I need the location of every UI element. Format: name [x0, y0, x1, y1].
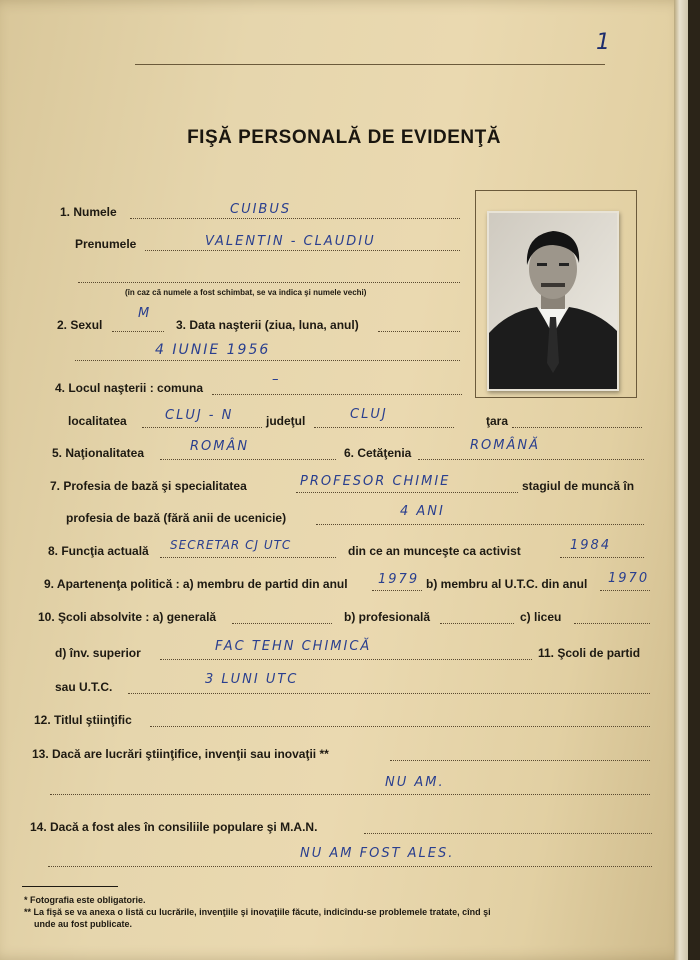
top-rule	[135, 64, 605, 65]
activist-value: 1984	[570, 538, 612, 553]
lucrari-label: 13. Dacă are lucrări ştiinţifice, invenţii sau inovaţii **	[32, 747, 329, 761]
generala-line	[232, 623, 332, 624]
lucrari-line	[390, 760, 650, 761]
utc-label: b) membru al U.T.C. din anul	[426, 577, 588, 591]
lucrari-line2	[50, 794, 650, 795]
footnote-separator	[22, 886, 118, 887]
prenumele-value: VALENTIN - CLAUDIU	[205, 234, 376, 249]
page-number: 1	[596, 30, 610, 55]
portrait-photo	[487, 211, 619, 391]
data-nasterii-line2	[75, 360, 460, 361]
sau-utc-line	[128, 693, 650, 694]
tara-line	[512, 427, 642, 428]
cetatenia-label: 6. Cetăţenia	[344, 446, 412, 460]
ales-line2	[48, 866, 652, 867]
liceu-line	[574, 623, 650, 624]
localitatea-value: CLUJ - N	[165, 408, 234, 423]
sexul-label: 2. Sexul	[57, 318, 103, 332]
stagiul-line	[316, 524, 644, 525]
profesia-label: 7. Profesia de bază şi specialitatea	[50, 479, 247, 493]
locul-nasterii-label: 4. Locul naşterii : comuna	[55, 381, 204, 395]
judetul-label: judeţul	[266, 414, 306, 428]
sau-utc-label: sau U.T.C.	[55, 680, 113, 694]
footnote-3: unde au fost publicate.	[34, 919, 133, 929]
data-nasterii-value: 4 IUNIE 1956	[155, 342, 271, 358]
titlul-label: 12. Titlul ştiinţific	[34, 713, 132, 727]
functia-label: 8. Funcţia actuală	[48, 544, 149, 558]
scoli-label: 10. Şcoli absolvite : a) generală	[38, 610, 217, 624]
profesia-value: PROFESOR CHIMIE	[300, 474, 451, 489]
scoli-partid-label: 11. Şcoli de partid	[538, 646, 641, 660]
stagiul-label: stagiul de muncă în	[522, 479, 635, 493]
liceu-label: c) liceu	[520, 610, 562, 624]
stagiul-label2: profesia de bază (fără anii de ucenicie)	[66, 511, 287, 525]
cetatenia-line	[418, 459, 644, 460]
nationalitatea-line	[160, 459, 336, 460]
data-nasterii-line	[378, 331, 460, 332]
nationalitatea-label: 5. Naţionalitatea	[52, 446, 145, 460]
inv-superior-value: FAC TEHN CHIMICĂ	[215, 639, 372, 654]
tara-label: ţara	[486, 414, 509, 428]
utc-value: 1970	[608, 571, 650, 586]
old-name-line	[78, 282, 460, 283]
prenumele-label: Prenumele	[75, 237, 137, 251]
sexul-value: M	[138, 306, 152, 321]
profesionala-line	[440, 623, 514, 624]
numele-value: CUIBUS	[230, 202, 292, 217]
partid-line	[372, 590, 422, 591]
activist-line	[560, 557, 644, 558]
prenumele-line	[145, 250, 460, 251]
cetatenia-value: ROMÂNĂ	[470, 438, 540, 453]
sexul-line	[112, 331, 164, 332]
apartenenta-label: 9. Apartenenţa politică : a) membru de partid din anul	[44, 577, 348, 591]
name-note: (în caz că numele a fost schimbat, se va indica şi numele vechi)	[125, 288, 367, 297]
localitatea-label: localitatea	[68, 414, 127, 428]
profesia-line	[296, 492, 518, 493]
partid-value: 1979	[378, 572, 420, 587]
activist-label: din ce an munceşte ca activist	[348, 544, 521, 558]
footnote-1: * Fotografia este obligatorie.	[24, 895, 146, 905]
profesionala-label: b) profesională	[344, 610, 431, 624]
titlul-line	[150, 726, 650, 727]
judetul-line	[314, 427, 454, 428]
functia-line	[160, 557, 336, 558]
localitatea-line	[142, 427, 262, 428]
comuna-value: –	[272, 372, 281, 387]
inv-superior-label: d) înv. superior	[55, 646, 141, 660]
judetul-value: CLUJ	[350, 407, 388, 422]
numele-label: 1. Numele	[60, 205, 117, 219]
comuna-line	[212, 394, 462, 395]
ales-label: 14. Dacă a fost ales în consiliile populare şi M.A.N.	[30, 820, 318, 834]
stagiul-value: 4 ANI	[400, 504, 445, 519]
numele-line	[130, 218, 460, 219]
data-nasterii-label: 3. Data naşterii (ziua, luna, anul)	[176, 318, 359, 332]
functia-value: SECRETAR CJ UTC	[170, 538, 292, 552]
ales-line	[364, 833, 652, 834]
lucrari-value: NU AM.	[385, 775, 445, 790]
nationalitatea-value: ROMÂN	[190, 439, 250, 454]
sau-utc-value: 3 LUNI UTC	[205, 672, 299, 687]
ales-value: NU AM FOST ALES.	[300, 846, 455, 861]
form-title: FIŞĂ PERSONALĂ DE EVIDENŢĂ	[187, 127, 501, 148]
inv-superior-line	[160, 659, 532, 660]
footnote-2: ** La fişă se va anexa o listă cu lucrările, invenţiile şi inovaţiile făcute, indicîndu-se problemele tratate, cînd şi	[24, 907, 491, 917]
utc-line	[600, 590, 650, 591]
